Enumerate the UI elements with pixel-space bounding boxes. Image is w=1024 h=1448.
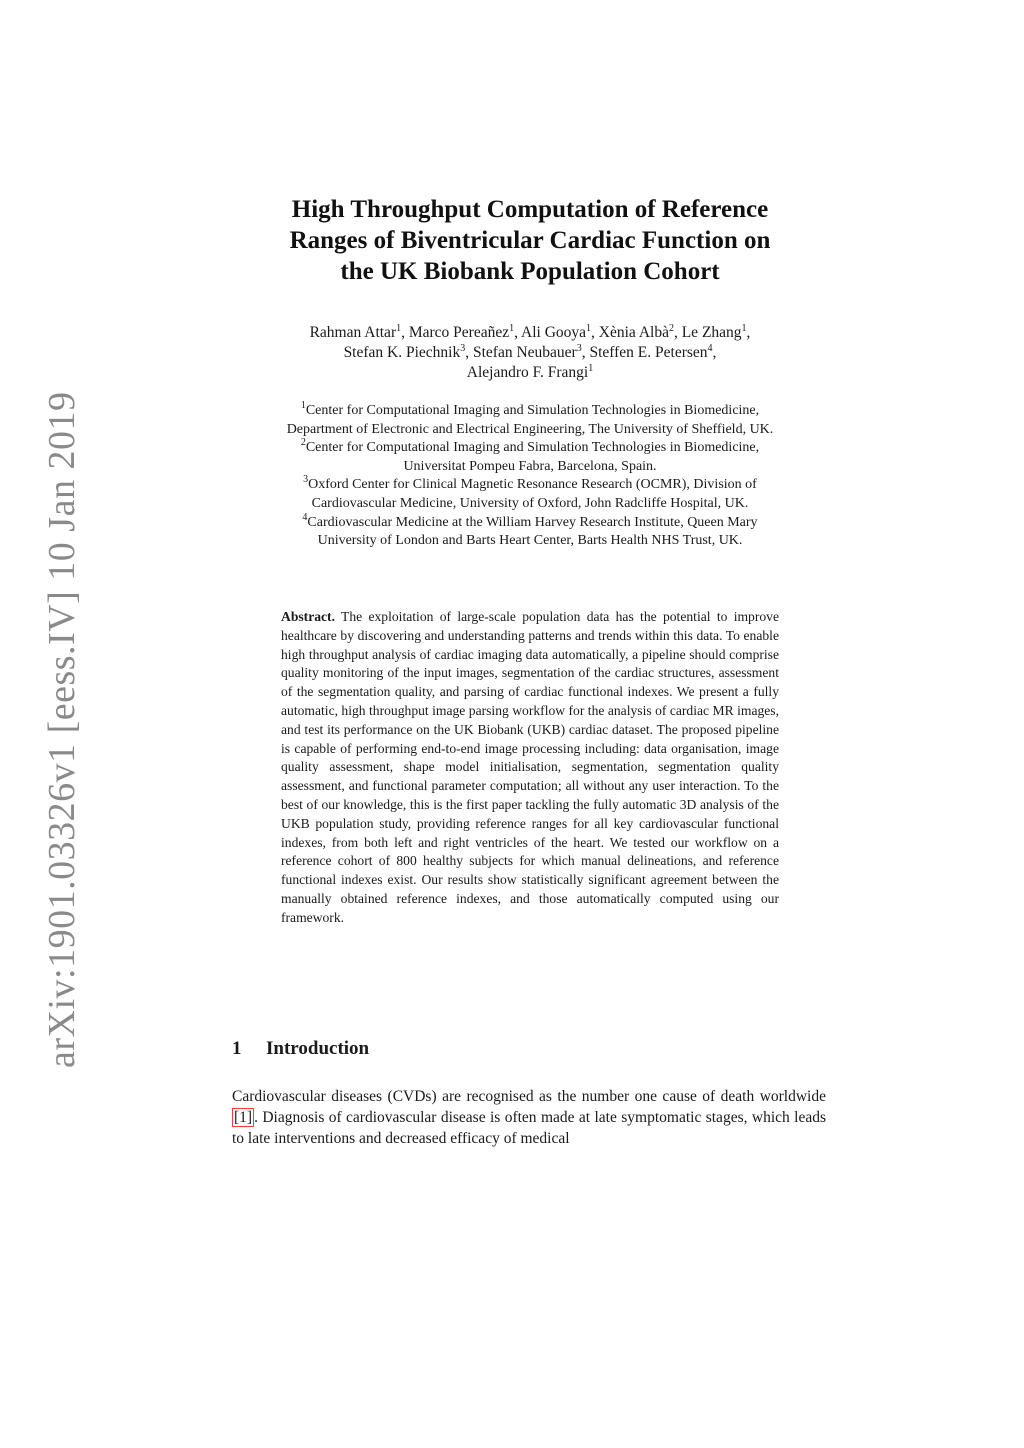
section-title: Introduction [266, 1038, 370, 1059]
affiliation-text: University of London and Barts Heart Center, Barts Health NHS Trust, UK. [317, 533, 743, 549]
author-name: Rahman Attar [309, 324, 397, 341]
affiliation-text: Universitat Pompeu Fabra, Barcelona, Spain. [403, 458, 657, 474]
author-list [220, 323, 840, 383]
author-name: Marco Pereañez [408, 324, 510, 341]
affiliation-line [200, 439, 860, 458]
citation-link[interactable]: [1] [234, 1109, 253, 1127]
affiliation-text: Oxford Center for Clinical Magnetic Resonance Research (OCMR), Division of [308, 477, 757, 493]
author-affiliation-mark: 4 [707, 343, 713, 354]
author-affiliation-mark: 1 [741, 323, 747, 334]
author-affiliation-mark: 1 [396, 323, 402, 334]
affiliation-line [200, 458, 860, 477]
affiliation-text: Center for Computational Imaging and Simulation Technologies in Biomedicine, [305, 403, 760, 418]
author-affiliation-mark: 3 [576, 343, 582, 354]
affiliation-text: Center for Computational Imaging and Simulation Technologies in Biomedicine, [305, 440, 760, 456]
author-name: Alejandro F. Frangi [466, 364, 589, 381]
affiliation-line [200, 511, 860, 533]
affiliation-text: Department of Electronic and Electrical Engineering, The University of Sheffield, UK. [286, 421, 774, 437]
author-name: Xènia Albà [598, 324, 669, 341]
author-name: Steffen E. Petersen [589, 344, 708, 361]
affiliation-line [200, 402, 860, 421]
author-line: Rahman Attar$^1$, Marco Pereañez$^1$, Ali Gooya$^1$, Xènia Albà$^2$, Le Zhang$^1$, [309, 323, 751, 341]
affiliation-line [200, 532, 860, 551]
paper-title [200, 194, 860, 287]
intro-paragraph [232, 1086, 826, 1150]
author-affiliation-mark: 1 [509, 323, 515, 334]
abstract-text: The exploitation of large-scale population data has the potential to improve healthcare by discovering and understanding patterns and trends within this data. To enable high throughput analysis of cardiac imaging data automatically, a pipeline should comprise quality monitoring of the input images, segmentation of the cardiac structures, assessment of the segmentation quality, and parsing of cardiac functional indexes. We present a fully automatic, high throughput image parsing workflow for the analysis of cardiac MR images, and test its performance on the UK Biobank (UKB) cardiac dataset. The proposed pipeline is capable of performing end-to-end image processing including: data organisation, image quality assessment, shape model initialisation, segmentation, segmentation quality assessment, and functional parameter computation; all without any user interaction. To the best of our knowledge, this is the first paper tackling the fully automatic 3D analysis of the UKB population study, providing reference ranges for all key cardiovascular functional indexes, from both left and right ventricles of the heart. We tested our workflow on a reference cohort of 800 healthy subjects for which manual delineations, and reference functional indexes exist. Our results show statistically significant agreement between the manually obtained reference indexes, and those automatically computed using our framework. [281, 609, 779, 925]
arxiv-identifier-stamp: arXiv:1901.03326v1 [eess.IV] 10 Jan 2019 [41, 391, 83, 1068]
title-line: High Throughput Computation of Reference [291, 196, 769, 223]
affiliation-mark: 2 [300, 437, 306, 449]
author-name: Ali Gooya [521, 324, 587, 341]
title-line: Ranges of Biventricular Cardiac Function on [289, 227, 771, 254]
abstract [281, 608, 779, 928]
author-line: Stefan K. Piechnik$^3$, Stefan Neubauer$^3$, Steffen E. Petersen$^4$, [343, 343, 717, 361]
intro-text: . Diagnosis of cardiovascular disease is often made at late symptomatic stages, which leads to late interventions and decreased efficacy of medical [232, 1109, 826, 1148]
affiliation-line [200, 476, 860, 495]
affiliation-list [200, 402, 860, 551]
author-name: Stefan Neubauer [472, 344, 577, 361]
author-line [220, 363, 840, 383]
affiliation-mark: 4 [302, 511, 308, 523]
section-number: 1 [232, 1038, 242, 1059]
author-name: Le Zhang [681, 324, 742, 341]
affiliation-mark: 3 [303, 474, 309, 486]
title-line: the UK Biobank Population Cohort [340, 258, 720, 285]
affiliation-line [200, 421, 860, 440]
affiliation-text: Cardiovascular Medicine at the William Harvey Research Institute, Queen Mary [307, 514, 758, 530]
affiliation-line [200, 495, 860, 514]
author-affiliation-mark: 1 [588, 363, 594, 374]
author-affiliation-mark: 1 [586, 323, 592, 334]
abstract-label: Abstract. [281, 609, 335, 624]
section-heading [232, 1038, 369, 1060]
author-affiliation-mark: 2 [668, 323, 674, 334]
author-name: Stefan K. Piechnik [343, 344, 461, 361]
intro-text: Cardiovascular diseases (CVDs) are recognised as the number one cause of death worldwide [232, 1088, 826, 1105]
author-affiliation-mark: 3 [460, 343, 466, 354]
affiliation-mark: 1 [300, 400, 306, 411]
affiliation-text: Cardiovascular Medicine, University of Oxford, John Radcliffe Hospital, UK. [311, 495, 749, 511]
